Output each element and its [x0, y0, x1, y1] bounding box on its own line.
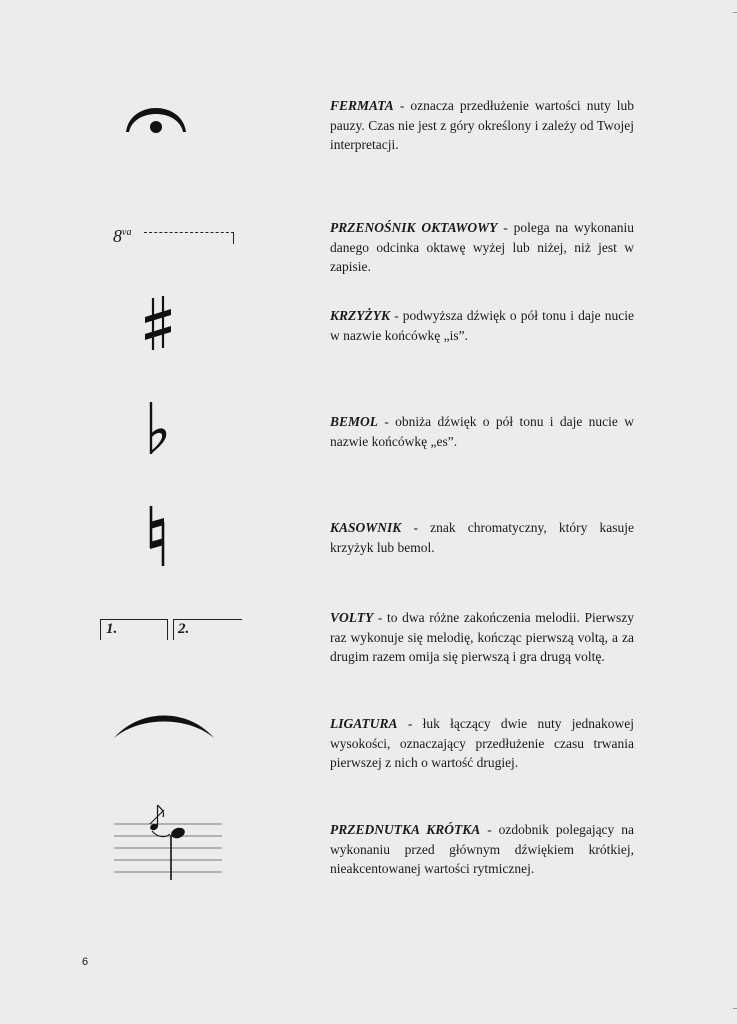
sharp-icon [143, 296, 173, 352]
page-number: 6 [82, 956, 89, 968]
volta-1-label: 1. [106, 621, 118, 637]
flat-icon [146, 400, 170, 456]
tie-description [330, 714, 634, 773]
grace-note-text: - ozdobnik polegający na wykonaniu przed głównym dźwiękiem krótkiej, nieakcentowanej wartości rytmicznej. [330, 822, 634, 876]
octave-label [113, 226, 131, 247]
grace-note-description [330, 820, 634, 879]
natural-description [330, 518, 634, 557]
crop-mark-bottom [733, 1008, 737, 1009]
octave-sign-icon [113, 222, 233, 252]
octave-description [330, 218, 634, 277]
octave-end-hook [233, 232, 234, 244]
natural-term: KASOWNIK [330, 520, 402, 535]
fermata-text: - oznacza przedłużenie wartości nuty lub pauzy. Czas nie jest z góry określony i zależy od Twojej interpretacji. [330, 98, 634, 152]
sharp-term: KRZYŻYK [330, 308, 390, 323]
natural-text: - znak chromatyczny, który kasuje krzyżyk lub bemol. [330, 520, 634, 555]
sharp-description [330, 306, 634, 345]
octave-number: 8 [113, 226, 122, 246]
grace-note-term: PRZEDNUTKA KRÓTKA [330, 822, 481, 837]
tie-text: - łuk łączący dwie nuty jednakowej wysokości, oznaczający przedłużenie czasu trwania pierwszej z nich o wartość drugiej. [330, 716, 634, 770]
natural-icon [146, 504, 170, 568]
sharp-text: - podwyższa dźwięk o pół tonu i daje nucie w nazwie końcówkę „is”. [330, 308, 634, 343]
octave-text: - polega na wykonaniu danego odcinka oktawę wyżej lub niżej, niż jest w zapisie. [330, 220, 634, 274]
tie-term: LIGATURA [330, 716, 398, 731]
octave-dashed-line [144, 232, 234, 233]
fermata-description [330, 96, 634, 155]
flat-text: - obniża dźwięk o pół tonu i daje nucie w nazwie końcówkę „es”. [330, 414, 634, 449]
volta-term: VOLTY [330, 610, 374, 625]
grace-note-icon [112, 800, 224, 884]
volta-2-label: 2. [178, 621, 190, 637]
flat-description [330, 412, 634, 451]
volta-description [330, 608, 634, 667]
fermata-icon [120, 96, 192, 140]
tie-icon [112, 710, 216, 744]
octave-term: PRZENOŚNIK OKTAWOWY [330, 220, 498, 235]
volta-icon [100, 619, 242, 643]
octave-suffix: va [122, 227, 132, 238]
flat-term: BEMOL [330, 414, 379, 429]
crop-mark-top [733, 12, 737, 13]
fermata-term: FERMATA [330, 98, 394, 113]
volta-text: - to dwa różne zakończenia melodii. Pierwszy raz wykonuje się melodię, kończąc pierwszą voltą, a za drugim razem omija się pierwszą i gra drugą voltę. [330, 610, 634, 664]
